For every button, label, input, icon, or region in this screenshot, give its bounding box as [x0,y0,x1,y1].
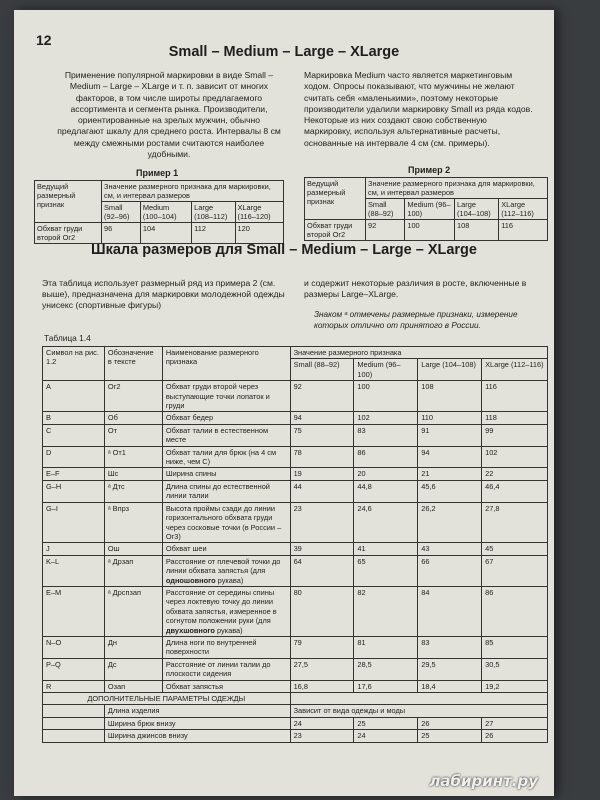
section-left: Эта таблица использует размерный ряд из примера 2 (см. выше), предназначена для маркировки молодежной одежды унисекс (спортивные фигуры) [42,278,285,310]
intro-left: Применение популярной маркировки в виде Small – Medium – Large – XLarge и т. п. зависит от многих факторов, в том числе широты предлагаемого ассортимента и сегмента рынка. Производители, ориентированные на зрелых мужчин, обычно предлагают шкалу для среднего роста. Интервалы 8 см между смежными ростами считаются наиболее удобными. [57,70,281,160]
value-cell: 86 [354,446,418,468]
name-cell: Обхват талии для брюк (на 4 см ниже, чем С) [162,446,290,468]
example1-table [34,180,284,244]
table-row [43,381,548,412]
value-cell: 75 [290,424,354,446]
example2-table [304,177,548,241]
value-cell: 83 [354,424,418,446]
extra-empty [43,730,105,742]
page-number: 12 [36,32,52,48]
value-cell: 27,5 [290,658,354,680]
value-cell: 86 [482,586,548,636]
page-title: Small – Medium – Large – XLarge [168,44,400,60]
name-cell: Расстояние от середины спины через локтевую точку до линии обхвата запястья, измеренное в согнутом положении руки (для двухшовного рукава) [162,586,290,636]
value-cell: 81 [354,636,418,658]
value-cell: 91 [418,424,482,446]
value-cell: 80 [290,586,354,636]
value-cell: 79 [290,636,354,658]
value-cell: 108 [418,381,482,412]
extra-header-empty [290,693,547,705]
ex1-col2-header: Значение размерного признака для маркировки, см, и интервал размеров [102,181,284,202]
value-cell: 110 [418,412,482,424]
value-cell: 82 [354,586,418,636]
extra-value: 25 [354,717,418,729]
value-cell: 85 [482,636,548,658]
value-cell: 64 [290,555,354,586]
symbol-cell: J [43,543,105,555]
table-row [43,658,548,680]
table-row [43,680,548,692]
value-cell: 118 [482,412,548,424]
ex1-col1-header: Ведущий размерный признак [35,181,102,223]
table-row [43,502,548,543]
extra-empty [43,705,105,717]
code-cell: Ош [104,543,162,555]
ex1-value: 104 [140,223,191,244]
table-body [43,381,548,742]
value-cell: 92 [290,381,354,412]
extra-name: Ширина джинсов внизу [104,730,290,742]
value-cell: 94 [290,412,354,424]
value-cell: 100 [354,381,418,412]
value-cell: 44,8 [354,480,418,502]
ex2-value: 116 [499,220,548,241]
book-page [14,10,554,796]
extra-empty [43,717,105,729]
code-cell: ᵃ Дтс [104,480,162,502]
symbol-cell: P–Q [43,658,105,680]
symbol-cell: N–O [43,636,105,658]
name-cell: Высота проймы сзади до линии горизонтального обхвата груди через сосковые точки (в России – Ог3) [162,502,290,543]
example2-title: Пример 2 [408,165,451,175]
extra-row [43,730,548,742]
ex1-value: 96 [102,223,141,244]
value-cell: 99 [482,424,548,446]
ex2-size: Medium (96–100) [405,199,455,220]
ex1-size: Large (108–112) [192,202,235,223]
extra-value: 27 [482,717,548,729]
value-cell: 17,6 [354,680,418,692]
value-cell: 45,6 [418,480,482,502]
table-row [43,412,548,424]
name-cell: Расстояние от плечевой точки до линии обхвата запястья (для одношовного рукава) [162,555,290,586]
extra-value: 26 [418,717,482,729]
value-cell: 66 [418,555,482,586]
value-cell: 46,4 [482,480,548,502]
value-cell: 102 [354,412,418,424]
value-cell: 45 [482,543,548,555]
code-cell: Шс [104,468,162,480]
extra-value: 23 [290,730,354,742]
symbol-cell: A [43,381,105,412]
extra-row [43,717,548,729]
code-cell: От [104,424,162,446]
ex1-size: XLarge (116–120) [235,202,284,223]
code-cell: Дн [104,636,162,658]
value-cell: 20 [354,468,418,480]
value-cell: 22 [482,468,548,480]
code-cell: Озап [104,680,162,692]
symbol-cell: C [43,424,105,446]
extra-value: 25 [418,730,482,742]
extra-value: 24 [290,717,354,729]
table-row [43,468,548,480]
symbol-cell: D [43,446,105,468]
name-cell: Обхват талии в естественном месте [162,424,290,446]
header-size: XLarge (112–116) [482,359,548,381]
symbol-cell: G–H [43,480,105,502]
ex1-row-label: Обхват груди второй Ог2 [35,223,102,244]
name-cell: Обхват шеи [162,543,290,555]
value-cell: 21 [418,468,482,480]
code-cell: ᵃ От1 [104,446,162,468]
header-name: Наименование размерного признака [162,347,290,381]
watermark: лабиринт.ру [429,772,538,790]
ex2-value: 108 [455,220,499,241]
size-table [42,346,548,743]
value-cell: 41 [354,543,418,555]
ex1-value: 112 [192,223,235,244]
symbol-cell: E–F [43,468,105,480]
ex2-col2-header: Значение размерного признака для маркировки, см, и интервал размеров [366,178,548,199]
header-size: Small (88–92) [290,359,354,381]
value-cell: 29,5 [418,658,482,680]
value-cell: 83 [418,636,482,658]
section-title: Шкала размеров для Small – Medium – Large – XLarge [91,242,477,258]
header-code: Обозначение в тексте [104,347,162,381]
value-cell: 65 [354,555,418,586]
value-cell: 30,5 [482,658,548,680]
intro-right: Маркировка Medium часто является маркетинговым ходом. Опросы показывают, что мужчины не желают считать себя «маленькими», поэтому некоторые производители удалили маркировку Small из ряда кодов. Некоторые из них создают свою собственную маркировку, используя альтернативные расчеты, основанные на интервале 4 см (см. примеры). [304,70,533,148]
header-symbol: Символ на рис. 1.2 [43,347,105,381]
value-cell: 102 [482,446,548,468]
name-cell: Расстояние от линии талии до плоскости сидения [162,658,290,680]
header-size: Large (104–108) [418,359,482,381]
code-cell: ᵃ Впрз [104,502,162,543]
example1-title: Пример 1 [136,168,179,178]
section-right: и содержит некоторые различия в росте, включенные в размеры Large–XLarge. [304,278,527,299]
extra-value: 26 [482,730,548,742]
ex1-size: Small (92–96) [102,202,141,223]
code-cell: ᵃ Дрспзап [104,586,162,636]
value-cell: 23 [290,502,354,543]
table-label: Таблица 1.4 [44,333,91,343]
ex2-size: XLarge (112–116) [499,199,548,220]
value-cell: 44 [290,480,354,502]
extra-span: Зависит от вида одежды и моды [290,705,547,717]
value-cell: 27,8 [482,502,548,543]
symbol-cell: E–M [43,586,105,636]
table-row [43,446,548,468]
name-cell: Обхват бедер [162,412,290,424]
ex1-value: 120 [235,223,284,244]
table-row [43,424,548,446]
symbol-cell: G–I [43,502,105,543]
ex2-value: 100 [405,220,455,241]
value-cell: 19 [290,468,354,480]
name-cell: Длина спины до естественной линии талии [162,480,290,502]
code-cell: ᵃ Дрзап [104,555,162,586]
value-cell: 84 [418,586,482,636]
extra-name: Длина изделия [104,705,290,717]
value-cell: 39 [290,543,354,555]
symbol-cell: R [43,680,105,692]
name-cell: Ширина спины [162,468,290,480]
header-size: Medium (96–100) [354,359,418,381]
code-cell: Дс [104,658,162,680]
symbol-cell: B [43,412,105,424]
code-cell: Ог2 [104,381,162,412]
value-cell: 67 [482,555,548,586]
table-row [43,480,548,502]
ex1-size: Medium (100–104) [140,202,191,223]
ex2-value: 92 [366,220,405,241]
value-cell: 18,4 [418,680,482,692]
value-cell: 43 [418,543,482,555]
value-cell: 94 [418,446,482,468]
extra-header: ДОПОЛНИТЕЛЬНЫЕ ПАРАМЕТРЫ ОДЕЖДЫ [43,693,291,705]
note: Знаком ᵃ отмечены размерные признаки, измерение которых отлично от принятого в России. [314,310,518,330]
ex2-size: Large (104–108) [455,199,499,220]
name-cell: Длина ноги по внутренней поверхности [162,636,290,658]
ex2-row-label: Обхват груди второй Ог2 [305,220,366,241]
table-row [43,543,548,555]
extra-value: 24 [354,730,418,742]
extra-header-row [43,693,548,705]
ex2-col1-header: Ведущий размерный признак [305,178,366,220]
value-cell: 78 [290,446,354,468]
extra-name: Ширина брюк внизу [104,717,290,729]
symbol-cell: K–L [43,555,105,586]
header-value: Значение размерного признака [290,347,547,359]
value-cell: 24,6 [354,502,418,543]
value-cell: 116 [482,381,548,412]
value-cell: 16,8 [290,680,354,692]
name-cell: Обхват груди второй через выступающие точки лопаток и груди [162,381,290,412]
value-cell: 19,2 [482,680,548,692]
table-row [43,636,548,658]
value-cell: 26,2 [418,502,482,543]
name-cell: Обхват запястья [162,680,290,692]
ex2-size: Small (88–92) [366,199,405,220]
table-row [43,586,548,636]
code-cell: Об [104,412,162,424]
table-row [43,555,548,586]
extra-row [43,705,548,717]
value-cell: 28,5 [354,658,418,680]
